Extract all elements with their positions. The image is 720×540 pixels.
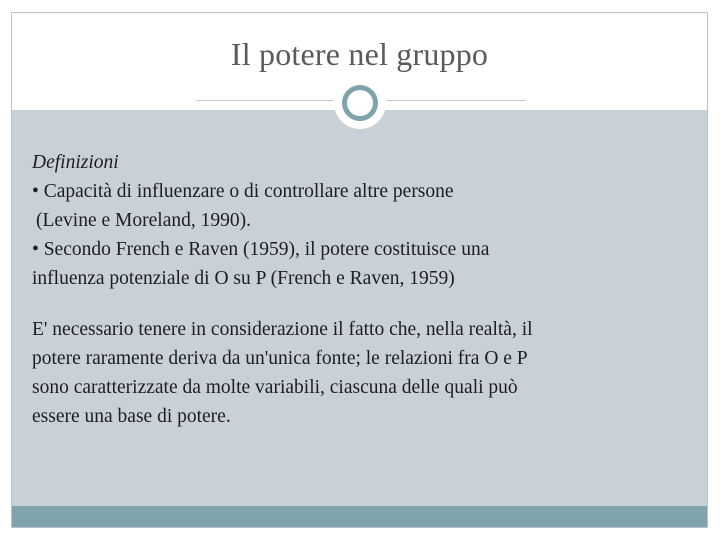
bullet-1-line-2: (Levine e Moreland, 1990). bbox=[36, 210, 251, 231]
circle-ring-inner bbox=[342, 85, 378, 121]
paragraph-line: E' necessario tenere in considerazione il fatto che, nella realtà, il bbox=[32, 319, 533, 340]
bullet-2-line-2: influenza potenziale di O su P (French e Raven, 1959) bbox=[32, 268, 455, 289]
slide-title: Il potere nel gruppo bbox=[230, 36, 489, 72]
paragraph-line: sono caratterizzate da molte variabili, ciascuna delle quali può bbox=[32, 377, 518, 398]
bullet-1-line-1: • Capacità di influenzare o di controllare altre persone bbox=[32, 181, 454, 202]
bullet-2-line-1: • Secondo French e Raven (1959), il potere costituisce una bbox=[32, 239, 490, 260]
paragraph-line: essere una base di potere. bbox=[32, 406, 231, 427]
circle-ring-icon bbox=[334, 77, 386, 129]
bottom-accent-bar bbox=[12, 506, 707, 527]
title-rule-left bbox=[196, 100, 334, 101]
paragraph-line: potere raramente deriva da un'unica fonte; le relazioni fra O e P bbox=[32, 348, 528, 369]
title-rule-right bbox=[386, 100, 526, 101]
body-text bbox=[32, 148, 692, 431]
paragraph-spacer bbox=[32, 293, 692, 315]
definitions-heading: Definizioni bbox=[32, 152, 119, 173]
